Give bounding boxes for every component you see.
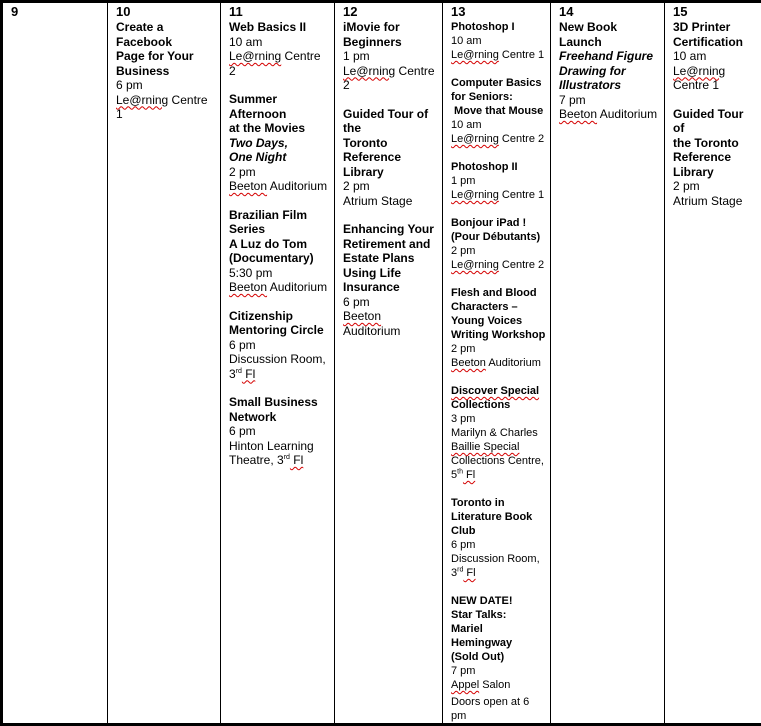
- event-title: Business: [116, 64, 216, 79]
- day-cell-11: [221, 2, 335, 725]
- event-location: Le@rning: [673, 64, 757, 79]
- event-location: Hinton Learning: [229, 439, 330, 454]
- day-cell-13: [443, 2, 551, 725]
- event-title: Certification: [673, 35, 757, 50]
- event-title: (Sold Out): [451, 650, 546, 664]
- event-title: Enhancing Your: [343, 222, 438, 237]
- event-time: 2 pm: [343, 179, 438, 194]
- event-title: Star Talks:: [451, 608, 546, 622]
- event-location: Beeton Auditorium: [451, 356, 546, 370]
- event-time: 5:30 pm: [229, 266, 330, 281]
- day-number: 10: [116, 5, 216, 19]
- event: [451, 216, 546, 272]
- event-location: Beeton Auditorium: [559, 107, 660, 122]
- event-title: Summer Afternoon: [229, 92, 330, 121]
- event: [229, 20, 330, 78]
- day-number: 13: [451, 5, 546, 19]
- event-title: iMovie for: [343, 20, 438, 35]
- event: [343, 20, 438, 93]
- event-title: Citizenship: [229, 309, 330, 324]
- event-location: Beeton Auditorium: [229, 280, 330, 295]
- event-title: Literature Book: [451, 510, 546, 524]
- event-title: Photoshop I: [451, 20, 546, 34]
- event: [451, 384, 546, 482]
- event-title: Beginners: [343, 35, 438, 50]
- event-time: 7 pm: [559, 93, 660, 108]
- event-location: Discussion Room,: [451, 552, 546, 566]
- event-time: 2 pm: [451, 342, 546, 356]
- event: [116, 20, 216, 122]
- event-title: Collections: [451, 398, 546, 412]
- event-title: Mariel Hemingway: [451, 622, 546, 650]
- day-cell-10: [108, 2, 221, 725]
- event-time: 6 pm: [116, 78, 216, 93]
- event-time: 2 pm: [451, 244, 546, 258]
- day-number: 12: [343, 5, 438, 19]
- event: [451, 286, 546, 370]
- event-time: 6 pm: [451, 538, 546, 552]
- event-note: Doors open at 6 pm: [451, 695, 546, 723]
- event-location: Le@rning Centre 2: [229, 49, 330, 78]
- event: [229, 309, 330, 382]
- event-location: Beeton Auditorium: [229, 179, 330, 194]
- event-title: Brazilian Film: [229, 208, 330, 223]
- day-number: 14: [559, 5, 660, 19]
- event-title: Characters –: [451, 300, 546, 314]
- event-time: 10 am: [229, 35, 330, 50]
- event-title: Computer Basics: [451, 76, 546, 90]
- event-title: Reference: [673, 150, 757, 165]
- day-cell-15: [665, 2, 761, 725]
- event-location: Atrium Stage: [673, 194, 757, 209]
- event-location: Le@rning Centre 2: [451, 258, 546, 272]
- event-location: Appel Salon: [451, 678, 546, 692]
- event: [673, 107, 757, 209]
- event-title: A Luz do Tom: [229, 237, 330, 252]
- event-time: 7 pm: [451, 664, 546, 678]
- event: [451, 20, 546, 62]
- event-location: Discussion Room,: [229, 352, 330, 367]
- event: [451, 76, 546, 146]
- event-location: 3rd Fl: [229, 367, 330, 382]
- event-title: Photoshop II: [451, 160, 546, 174]
- event-subtitle: Drawing for: [559, 64, 660, 79]
- event-time: 10 am: [451, 34, 546, 48]
- event-location: Beeton Auditorium: [343, 309, 438, 338]
- event: [451, 594, 546, 723]
- event-title: Network: [229, 410, 330, 425]
- event-title: Toronto in: [451, 496, 546, 510]
- day-cell-14: [551, 2, 665, 725]
- event-location: Baillie Special: [451, 440, 546, 454]
- event: [451, 496, 546, 580]
- event-time: 10 am: [451, 118, 546, 132]
- event-title: for Seniors:: [451, 90, 546, 104]
- event-title: Estate Plans: [343, 251, 438, 266]
- event-time: 6 pm: [343, 295, 438, 310]
- event-location: Collections Centre,: [451, 454, 546, 468]
- event-subtitle: Two Days,: [229, 136, 330, 151]
- event-title: Using Life: [343, 266, 438, 281]
- event-location: Atrium Stage: [343, 194, 438, 209]
- event-title: (Pour Débutants): [451, 230, 546, 244]
- event-time: 2 pm: [229, 165, 330, 180]
- event-title: Discover Special: [451, 384, 546, 398]
- event-subtitle: Illustrators: [559, 78, 660, 93]
- event-title: New Book Launch: [559, 20, 660, 49]
- event-title: Club: [451, 524, 546, 538]
- event-location: Le@rning Centre 1: [451, 188, 546, 202]
- event-title: Insurance: [343, 280, 438, 295]
- event-time: 6 pm: [229, 424, 330, 439]
- event-title: Flesh and Blood: [451, 286, 546, 300]
- event-title: at the Movies: [229, 121, 330, 136]
- day-number: 11: [229, 5, 330, 19]
- event-title: Library: [343, 165, 438, 180]
- event-title: Move that Mouse: [451, 104, 546, 118]
- event-location: Centre 1: [673, 78, 757, 93]
- week-row: [2, 2, 761, 725]
- event: [229, 208, 330, 295]
- event-title: Writing Workshop: [451, 328, 546, 342]
- event-title: Series: [229, 222, 330, 237]
- event-time: 10 am: [673, 49, 757, 64]
- event-time: 3 pm: [451, 412, 546, 426]
- day-number: 9: [11, 5, 103, 19]
- event-time: 1 pm: [343, 49, 438, 64]
- event-title: the Toronto: [673, 136, 757, 151]
- event-location: Le@rning Centre 2: [343, 64, 438, 93]
- event-title: Bonjour iPad !: [451, 216, 546, 230]
- event-title: 3D Printer: [673, 20, 757, 35]
- event-title: Young Voices: [451, 314, 546, 328]
- event-title: NEW DATE!: [451, 594, 546, 608]
- event-location: 5th Fl: [451, 468, 546, 482]
- event-location: Le@rning Centre 2: [451, 132, 546, 146]
- event-location: Le@rning Centre 1: [116, 93, 216, 122]
- event-location: Le@rning Centre 1: [451, 48, 546, 62]
- event: [343, 107, 438, 209]
- event-location: Theatre, 3rd Fl: [229, 453, 330, 468]
- event-time: 1 pm: [451, 174, 546, 188]
- event-location: 3rd Fl: [451, 566, 546, 580]
- event-title: Page for Your: [116, 49, 216, 64]
- event-location: Marilyn & Charles: [451, 426, 546, 440]
- event: [673, 20, 757, 93]
- event-title: (Documentary): [229, 251, 330, 266]
- event-title: Retirement and: [343, 237, 438, 252]
- event-subtitle: One Night: [229, 150, 330, 165]
- day-cell-9: [2, 2, 108, 725]
- event-title: Small Business: [229, 395, 330, 410]
- event-subtitle: Freehand Figure: [559, 49, 660, 64]
- event-time: 2 pm: [673, 179, 757, 194]
- event-title: Web Basics II: [229, 20, 330, 35]
- event-title: Create a Facebook: [116, 20, 216, 49]
- event-title: Guided Tour of the: [343, 107, 438, 136]
- event-title: Toronto Reference: [343, 136, 438, 165]
- event-title: Guided Tour of: [673, 107, 757, 136]
- event-title: Mentoring Circle: [229, 323, 330, 338]
- event: [229, 395, 330, 468]
- day-cell-12: [335, 2, 443, 725]
- event-title: Library: [673, 165, 757, 180]
- event: [343, 222, 438, 338]
- event: [451, 160, 546, 202]
- event-time: 6 pm: [229, 338, 330, 353]
- event: [229, 92, 330, 194]
- day-number: 15: [673, 5, 757, 19]
- event: [559, 20, 660, 122]
